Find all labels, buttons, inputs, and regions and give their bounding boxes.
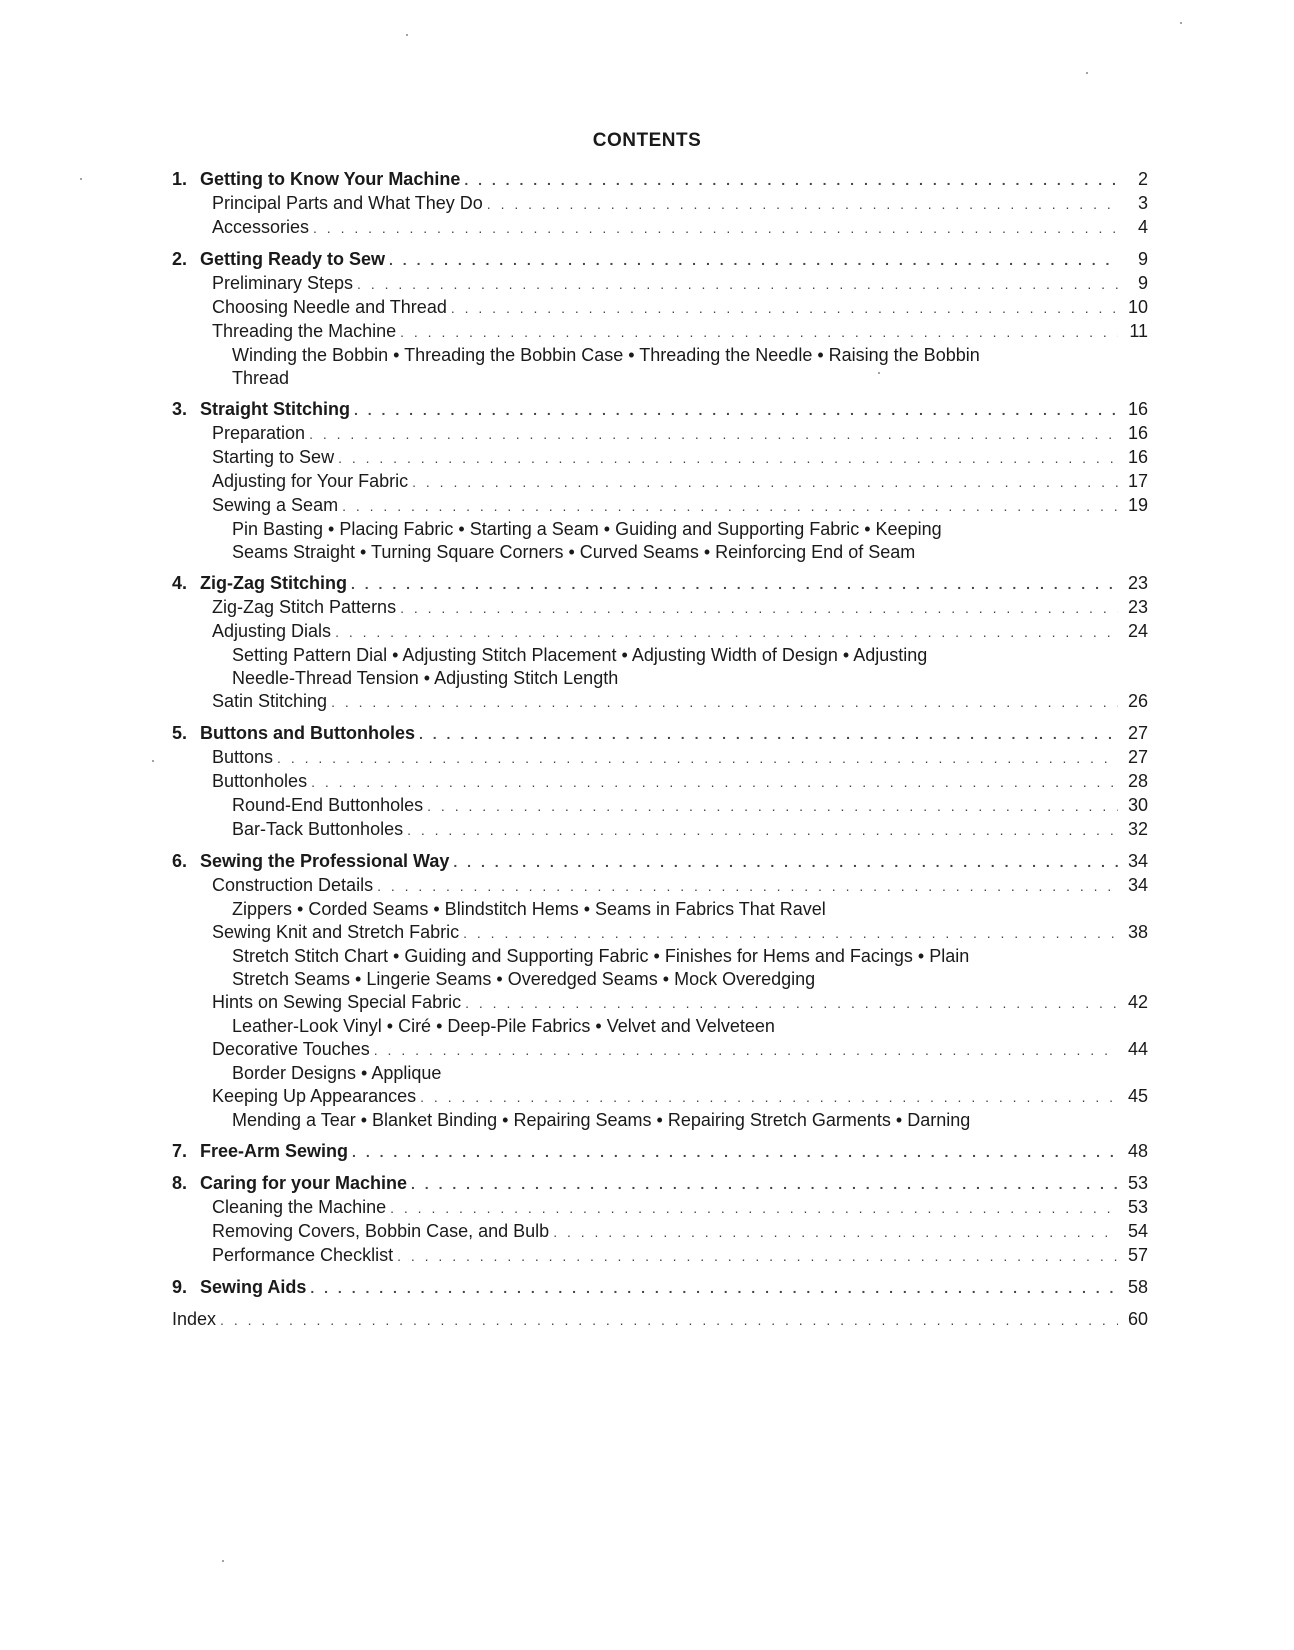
dot-leader — [400, 597, 1118, 620]
chapter-heading — [172, 398, 1148, 422]
page-number: 45 — [1127, 1086, 1148, 1106]
page-number: 58 — [1127, 1277, 1148, 1297]
page-number: 54 — [1127, 1221, 1148, 1241]
entry-title: Choosing Needle and Thread — [212, 297, 447, 317]
subsection-entry — [172, 874, 1148, 898]
entry-title: Keeping Up Appearances — [212, 1086, 417, 1106]
dot-leader — [419, 723, 1118, 746]
subsection-entry — [172, 470, 1148, 494]
page-number: 53 — [1127, 1197, 1148, 1217]
dot-leader — [352, 1141, 1118, 1164]
page-number: 9 — [1137, 249, 1148, 269]
subsubsection-entry — [172, 794, 1148, 818]
entry-title: Adjusting for Your Fabric — [212, 471, 409, 491]
entry-title: Satin Stitching — [212, 691, 328, 711]
chapter-number: 9. — [172, 1277, 188, 1297]
subsection-entry — [172, 216, 1148, 240]
entry-title: Performance Checklist — [212, 1245, 394, 1265]
subsection-entry — [172, 1220, 1148, 1244]
subsection-entry — [172, 1085, 1148, 1109]
dot-leader — [407, 819, 1118, 842]
chapter-heading — [172, 572, 1148, 596]
page-number: 27 — [1127, 747, 1148, 767]
topic-list: Zippers • Corded Seams • Blindstitch Hems • Seams in Fabrics That Ravel — [232, 899, 826, 919]
dot-leader — [465, 992, 1118, 1015]
dot-leader — [277, 747, 1118, 770]
scan-speck — [152, 760, 154, 762]
entry-title: Sewing a Seam — [212, 495, 339, 515]
entry-title: Free-Arm Sewing — [200, 1141, 349, 1161]
entry-title: Preliminary Steps — [212, 273, 354, 293]
entry-title: Preparation — [212, 423, 306, 443]
subsection-entry — [172, 620, 1148, 644]
scan-speck — [406, 34, 408, 36]
chapter-heading — [172, 168, 1148, 192]
entry-title: Construction Details — [212, 875, 374, 895]
subsection-entry — [172, 320, 1148, 344]
subsection-entry — [172, 272, 1148, 296]
entry-title: Starting to Sew — [212, 447, 335, 467]
subsection-entry — [172, 1038, 1148, 1062]
dot-leader — [390, 1197, 1118, 1220]
toc-section — [172, 572, 1148, 714]
toc-section — [172, 398, 1148, 564]
entry-title: Buttons and Buttonholes — [200, 723, 415, 743]
index-entry — [172, 1308, 1148, 1332]
page-number: 16 — [1127, 399, 1148, 419]
topic-list: Winding the Bobbin • Threading the Bobbin Case • Threading the Needle • Raising the Bobbin Thread — [232, 345, 980, 388]
page-number: 57 — [1127, 1245, 1148, 1265]
topic-list: Mending a Tear • Blanket Binding • Repairing Seams • Repairing Stretch Garments • Darning — [232, 1110, 971, 1130]
table-of-contents — [172, 168, 1148, 1332]
dot-leader — [427, 795, 1118, 818]
subsection-entry — [172, 192, 1148, 216]
chapter-number: 7. — [172, 1141, 188, 1161]
subsubsection-entry — [172, 818, 1148, 842]
chapter-number: 1. — [172, 169, 188, 189]
subsection-entry — [172, 446, 1148, 470]
chapter-heading — [172, 722, 1148, 746]
dot-leader — [342, 495, 1118, 518]
chapter-heading — [172, 1276, 1148, 1300]
dot-leader — [313, 217, 1118, 240]
dot-leader — [310, 1277, 1118, 1300]
entry-title: Removing Covers, Bobbin Case, and Bulb — [212, 1221, 550, 1241]
toc-section — [172, 1276, 1148, 1300]
page-number: 60 — [1127, 1309, 1148, 1329]
entry-title: Sewing the Professional Way — [200, 851, 450, 871]
subsection-entry — [172, 746, 1148, 770]
toc-section — [172, 1140, 1148, 1164]
entry-title: Threading the Machine — [212, 321, 397, 341]
subsection-entry — [172, 690, 1148, 714]
toc-section — [172, 850, 1148, 1132]
dot-leader — [354, 399, 1118, 422]
page-number: 26 — [1127, 691, 1148, 711]
page-number: 19 — [1127, 495, 1148, 515]
entry-title: Buttonholes — [212, 771, 308, 791]
entry-title: Decorative Touches — [212, 1039, 370, 1059]
chapter-heading — [172, 248, 1148, 272]
page-number: 16 — [1127, 447, 1148, 467]
dot-leader — [377, 875, 1118, 898]
dot-leader — [400, 321, 1118, 344]
entry-title: Caring for your Machine — [200, 1173, 408, 1193]
dot-leader — [411, 1173, 1118, 1196]
dot-leader — [331, 691, 1118, 714]
subsection-entry — [172, 921, 1148, 945]
subsection-entry — [172, 422, 1148, 446]
toc-section — [172, 722, 1148, 842]
subsection-entry — [172, 494, 1148, 518]
entry-title: Bar-Tack Buttonholes — [232, 819, 404, 839]
chapter-heading — [172, 1140, 1148, 1164]
page-number: 53 — [1127, 1173, 1148, 1193]
scan-speck — [878, 372, 880, 374]
page-number: 27 — [1127, 723, 1148, 743]
page-number: 34 — [1127, 875, 1148, 895]
dot-leader — [487, 193, 1118, 216]
topic-list: Border Designs • Applique — [232, 1063, 442, 1083]
subsection-entry — [172, 596, 1148, 620]
chapter-number: 4. — [172, 573, 188, 593]
toc-section — [172, 1172, 1148, 1268]
dot-leader — [311, 771, 1118, 794]
dot-leader — [338, 447, 1118, 470]
entry-title: Getting Ready to Sew — [200, 249, 386, 269]
page-number: 42 — [1127, 992, 1148, 1012]
entry-title: Round-End Buttonholes — [232, 795, 424, 815]
scan-speck — [1086, 72, 1088, 74]
subsection-entry — [172, 770, 1148, 794]
dot-leader — [309, 423, 1118, 446]
page-number: 10 — [1127, 297, 1148, 317]
subsection-entry — [172, 1196, 1148, 1220]
chapter-number: 6. — [172, 851, 188, 871]
dot-leader — [451, 297, 1118, 320]
dot-leader — [453, 851, 1118, 874]
entry-title: Getting to Know Your Machine — [200, 169, 461, 189]
dot-leader — [420, 1086, 1118, 1109]
dot-leader — [553, 1221, 1118, 1244]
entry-title: Straight Stitching — [200, 399, 350, 419]
chapter-number: 5. — [172, 723, 188, 743]
entry-title: Principal Parts and What They Do — [212, 193, 483, 213]
page-number: 28 — [1127, 771, 1148, 791]
entry-title: Sewing Knit and Stretch Fabric — [212, 922, 460, 942]
page-title: CONTENTS — [592, 130, 702, 151]
topic-list: Leather-Look Vinyl • Ciré • Deep-Pile Fabrics • Velvet and Velveteen — [232, 1016, 775, 1036]
entry-title: Accessories — [212, 217, 310, 237]
entry-title: Sewing Aids — [200, 1277, 307, 1297]
subsection-entry — [172, 296, 1148, 320]
dot-leader — [412, 471, 1118, 494]
dot-leader — [351, 573, 1118, 596]
page-number: 38 — [1127, 922, 1148, 942]
page-number: 24 — [1127, 621, 1148, 641]
page-number: 3 — [1137, 193, 1148, 213]
dot-leader — [357, 273, 1118, 296]
page-number: 9 — [1137, 273, 1148, 293]
chapter-heading — [172, 1172, 1148, 1196]
toc-section — [172, 248, 1148, 390]
page-number: 16 — [1127, 423, 1148, 443]
page-number: 48 — [1127, 1141, 1148, 1161]
scan-speck — [1180, 22, 1182, 24]
page-number: 30 — [1127, 795, 1148, 815]
scan-speck — [222, 1560, 224, 1562]
entry-title: Hints on Sewing Special Fabric — [212, 992, 462, 1012]
entry-title: Index — [172, 1309, 217, 1329]
scan-speck — [80, 178, 82, 180]
page-number: 17 — [1127, 471, 1148, 491]
topic-list: Stretch Stitch Chart • Guiding and Supporting Fabric • Finishes for Hems and Facings • Plain Stretch Seams • Lingerie Seams • Overedged Seams • Mock Overedging — [232, 946, 970, 989]
entry-title: Zig-Zag Stitch Patterns — [212, 597, 397, 617]
chapter-number: 8. — [172, 1173, 188, 1193]
topic-list: Setting Pattern Dial • Adjusting Stitch Placement • Adjusting Width of Design • Adjusting Needle-Thread Tension • Adjusting Stitch Length — [232, 645, 928, 688]
page-number: 34 — [1127, 851, 1148, 871]
page-number: 23 — [1127, 573, 1148, 593]
chapter-number: 2. — [172, 249, 188, 269]
dot-leader — [464, 169, 1118, 192]
page-number: 11 — [1129, 321, 1148, 341]
page-number: 44 — [1127, 1039, 1148, 1059]
dot-leader — [374, 1039, 1118, 1062]
toc-section — [172, 168, 1148, 240]
dot-leader — [335, 621, 1118, 644]
page-number: 2 — [1137, 169, 1148, 189]
page-number: 4 — [1137, 217, 1148, 237]
subsection-entry — [172, 1244, 1148, 1268]
dot-leader — [220, 1309, 1118, 1332]
topic-list: Pin Basting • Placing Fabric • Starting a Seam • Guiding and Supporting Fabric • Keeping Seams Straight • Turning Square Corners • Curved Seams • Reinforcing End of Seam — [232, 519, 942, 562]
chapter-number: 3. — [172, 399, 188, 419]
subsection-entry — [172, 991, 1148, 1015]
entry-title: Cleaning the Machine — [212, 1197, 387, 1217]
dot-leader — [463, 922, 1118, 945]
dot-leader — [389, 249, 1118, 272]
entry-title: Zig-Zag Stitching — [200, 573, 347, 593]
dot-leader — [397, 1245, 1118, 1268]
entry-title: Buttons — [212, 747, 274, 767]
page-number: 23 — [1127, 597, 1148, 617]
entry-title: Adjusting Dials — [212, 621, 332, 641]
page-number: 32 — [1127, 819, 1148, 839]
chapter-heading — [172, 850, 1148, 874]
